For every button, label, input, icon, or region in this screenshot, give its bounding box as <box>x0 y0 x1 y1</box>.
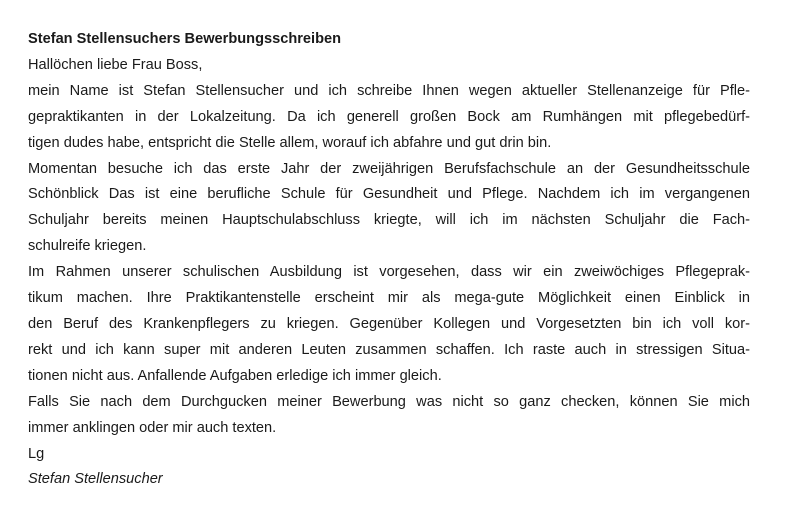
letter-document <box>28 27 750 493</box>
paragraph-internship <box>28 260 750 390</box>
letter-signature: Stefan Stellensucher <box>28 471 163 488</box>
letter-closing: Lg <box>28 445 45 462</box>
text-line: den Beruf des Krankenpflegers zu kriegen. Gegenüber Kollegen und Vorgesetzten bin ich voll kor- <box>28 315 750 332</box>
text-line: schulreife kriegen. <box>28 238 147 255</box>
paragraph-school <box>28 157 750 261</box>
text-line: Im Rahmen unserer schulischen Ausbildung ist vorgesehen, dass wir ein zweiwöchiges Pflegeprak- <box>28 264 750 281</box>
text-line: Schuljahr bereits meinen Hauptschulabschluss kriegte, will ich im nächsten Schuljahr die Fach- <box>28 212 750 229</box>
text-line: tikum machen. Ihre Praktikantenstelle erscheint mir als mega-gute Möglichkeit einen Einblick in <box>28 290 750 307</box>
text-line: Falls Sie nach dem Durchgucken meiner Bewerbung was nicht so ganz checken, können Sie mich <box>28 393 750 410</box>
text-line: Schönblick Das ist eine berufliche Schule für Gesundheit und Pflege. Nachdem ich im vergangenen <box>28 186 750 203</box>
paragraph-contact <box>28 390 750 442</box>
text-line: Momentan besuche ich das erste Jahr der zweijährigen Berufsfachschule an der Gesundheitsschule <box>28 160 750 177</box>
text-line: gepraktikanten in der Lokalzeitung. Da ich generell großen Bock am Rumhängen mit pflegebedürf- <box>28 108 750 125</box>
letter-greeting: Hallöchen liebe Frau Boss, <box>28 56 203 73</box>
text-line: tigen dudes habe, entspricht die Stelle allem, worauf ich abfahre und gut drin bin. <box>28 134 552 151</box>
text-line: rekt und ich kann super mit anderen Leuten zusammen schaffen. Ich raste auch in stressigen Situa- <box>28 341 750 358</box>
paragraph-intro <box>28 79 750 157</box>
text-line: immer anklingen oder mir auch texten. <box>28 419 277 436</box>
text-line: mein Name ist Stefan Stellensucher und ich schreibe Ihnen wegen aktueller Stellenanzeige für Pfle- <box>28 82 750 99</box>
letter-title: Stefan Stellensuchers Bewerbungsschreiben <box>28 31 342 47</box>
text-line: tionen nicht aus. Anfallende Aufgaben erledige ich immer gleich. <box>28 367 442 384</box>
